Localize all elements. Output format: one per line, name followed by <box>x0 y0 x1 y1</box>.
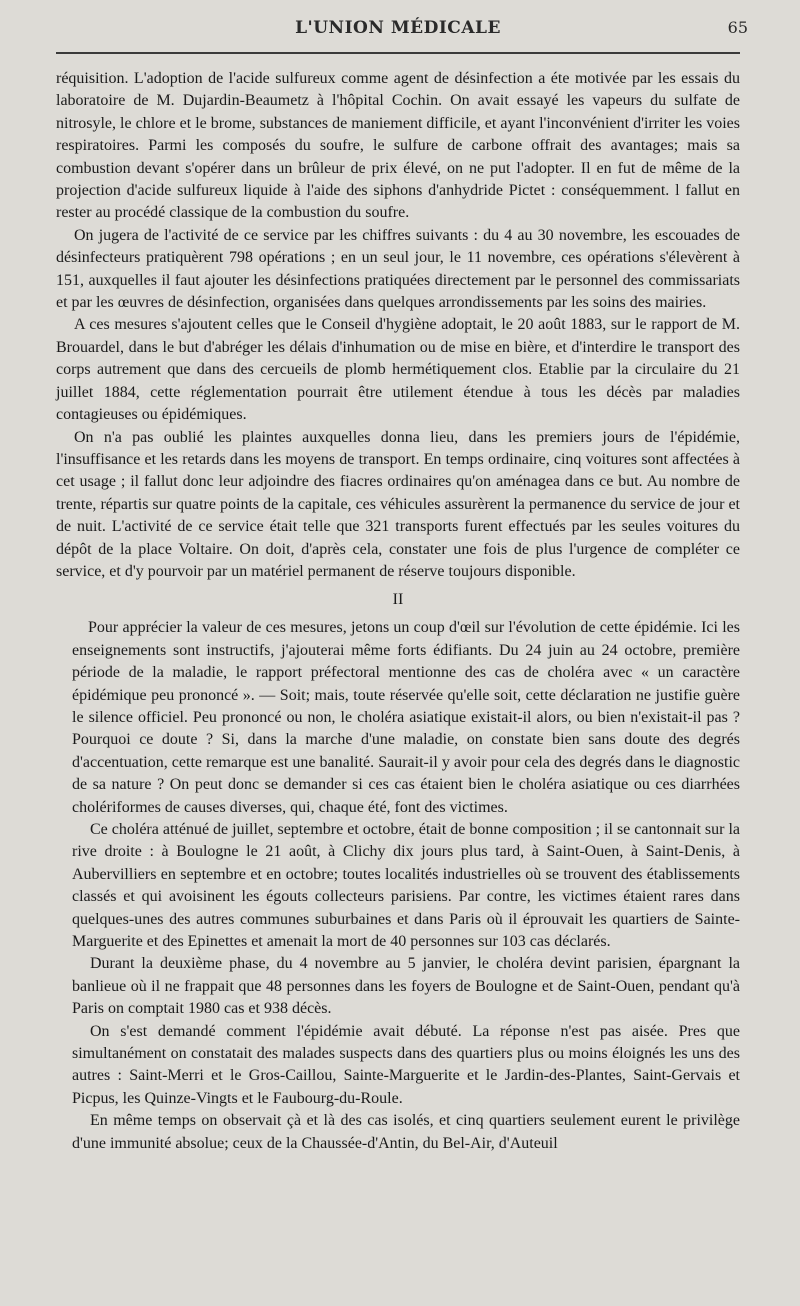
section-two <box>56 617 740 1155</box>
paragraph: On n'a pas oublié les plaintes auxquelles donna lieu, dans les premiers jours de l'épidémie, l'insuffisance et les retards dans les moyens de transport. En temps ordinaire, cinq voitures sont affectées à cet usage ; il fallut donc leur adjoindre des fiacres ordinaires qu'on aménagea dans ce but. Au nombre de trente, répartis sur quatre points de la capitale, ces véhicules assurèrent la permanence du service de jour et de nuit. L'activité de ce service était telle que 321 transports furent effectués par les seules voitures du dépôt de la place Voltaire. On doit, d'après cela, constater une fois de plus l'urgence de compléter ce service, et d'y pourvoir par un matériel permanent de réserve toujours disponible. <box>56 428 740 580</box>
paragraph: Pour apprécier la valeur de ces mesures, jetons un coup d'œil sur l'évolution de cette épidémie. Ici les enseignements sont instructifs, j'ajouterai même forts édifiants. Du 24 juin au 24 octobre, première période de la maladie, le rapport préfectoral mentionne des cas de choléra avec « un caractère épidémique peu prononcé ». — Soit; mais, toute réservée qu'elle soit, cette déclaration ne justifie guère le silence officiel. Peu prononcé ou non, le choléra asiatique existait-il alors, ou bien n'existait-il pas ? Pourquoi ce doute ? Si, dans la marche d'une maladie, on constate bien sans doute des degrés d'accentuation, cette remarque est une banalité. Saurait-il y avoir pour cela des degrés dans le diagnostic de sa nature ? On peut donc se demander si ces cas étaient bien le choléra asiatique ou ces diarrhées cholériformes de causes diverses, qui, chaque été, font des victimes. <box>72 619 740 816</box>
journal-title: L'UNION MÉDICALE <box>295 18 501 38</box>
paragraph: On s'est demandé comment l'épidémie avait débuté. La réponse n'est pas aisée. Pres que simultanément on constatait des malades suspects dans des quartiers plus ou moins éloignés les uns des autres : Saint-Merri et le Gros-Caillou, Sainte-Marguerite et le Jardin-des-Plantes, Saint-Gervais et Picpus, les Quinze-Vingts et le Faubourg-du-Roule. <box>72 1022 740 1107</box>
paragraph: On jugera de l'activité de ce service par les chiffres suivants : du 4 au 30 novembre, les escouades de désinfecteurs pratiquèrent 798 opérations ; en un seul jour, le 11 novembre, ces opérations s'élevèrent à 151, auxquelles il faut ajouter les désinfections pratiquées directement par le personnel des commissariats et par les œuvres de désinfection, organisées dans quelques arrondissements par les soins des mairies. <box>56 226 740 312</box>
paragraph: réquisition. L'adoption de l'acide sulfureux comme agent de désinfection a éte motivée par les essais du laboratoire de M. Dujardin-Beaumetz à l'hôpital Cochin. On avait essayé les vapeurs du sulfate de nitrosyle, le chlore et le brome, substances de maniement difficile, et ayant l'inconvénient d'irriter les voies respiratoires. Parmi les composés du soufre, le sulfure de carbone offrait des avantages; mais sa combustion devant s'opérer dans un brûleur de prix élevé, on ne put l'adopter. Il en fut de même de la projection d'acide sulfureux liquide à l'aide des siphons d'anhydride Pictet : conséquemment. l fallut en rester au procédé classique de la combustion du soufre. <box>56 70 740 222</box>
paragraph: Durant la deuxième phase, du 4 novembre au 5 janvier, le choléra devint parisien, épargnant la banlieue où il ne frappait que 48 personnes dans les foyers de Boulogne et de Saint-Ouen, pendant qu'à Paris on comptait 1980 cas et 938 décès. <box>72 955 740 1018</box>
article-body <box>56 68 740 1155</box>
section-heading: II <box>392 591 404 609</box>
running-head <box>56 16 748 46</box>
paragraph: Ce choléra atténué de juillet, septembre et octobre, était de bonne composition ; il se cantonnait sur la rive droite : à Boulogne le 21 août, à Clichy dix jours plus tard, à Saint-Ouen, à Saint-Denis, à Aubervilliers en septembre et en octobre; toutes localités industrielles où se trouvent des établissements classés et qui avoisinent les égouts collecteurs parisiens. Par contre, les victimes étaient rares dans quelques-unes des autres communes suburbaines et dans Paris où il éprouvait les quartiers de Sainte-Marguerite et des Epinettes et amenait la mort de 40 personnes sur 103 cas déclarés. <box>72 821 741 951</box>
header-rule <box>56 52 740 54</box>
paragraph: En même temps on observait çà et là des cas isolés, et cinq quartiers seulement eurent le privilège d'une immunité absolue; ceux de la Chaussée-d'Antin, du Bel-Air, d'Auteuil <box>72 1112 740 1152</box>
paragraph: A ces mesures s'ajoutent celles que le Conseil d'hygiène adoptait, le 20 août 1883, sur le rapport de M. Brouardel, dans le but d'abréger les délais d'inhumation ou de mise en bière, et d'interdire le transport des corps autrement que dans des cercueils de plomb hermétiquement clos. Etablie par la circulaire du 21 juillet 1884, cette réglementation pourrait être utilement étendue à tous les décès par maladies contagieuses ou épidémiques. <box>56 316 740 424</box>
page-number: 65 <box>727 18 748 37</box>
